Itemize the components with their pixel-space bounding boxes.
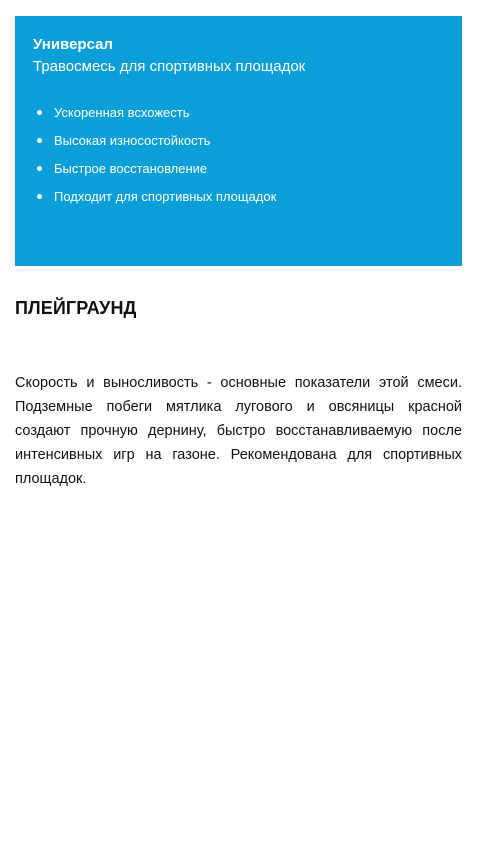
bullet-icon xyxy=(37,110,42,115)
promo-subtitle: Травосмесь для спортивных площадок xyxy=(33,58,306,75)
feature-list-item xyxy=(33,154,444,182)
bullet-icon xyxy=(37,194,42,199)
top-spacing xyxy=(0,0,479,16)
feature-label: Ускоренная всхожесть xyxy=(54,104,190,120)
feature-list xyxy=(33,98,444,210)
promo-card xyxy=(15,16,462,266)
feature-list-item xyxy=(33,98,444,126)
feature-label: Подходит для спортивных площадок xyxy=(54,188,277,204)
feature-label: Высокая износостойкость xyxy=(54,132,211,148)
feature-list-item xyxy=(33,126,444,154)
section-description: Скорость и выносливость - основные показатели этой смеси. Подземные побеги мятлика лугового и овсяницы красной создают прочную дернину, быстро восстанавливаемую после интенсивных игр на газоне. Рекомендована для спортивных площадок. xyxy=(15,375,462,487)
feature-label: Быстрое восстановление xyxy=(54,160,208,176)
section-title: ПЛЕЙГРАУНД xyxy=(15,298,137,318)
promo-title: Универсал xyxy=(33,36,113,53)
bullet-icon xyxy=(37,166,42,171)
bullet-icon xyxy=(37,138,42,143)
feature-list-item xyxy=(33,182,444,210)
